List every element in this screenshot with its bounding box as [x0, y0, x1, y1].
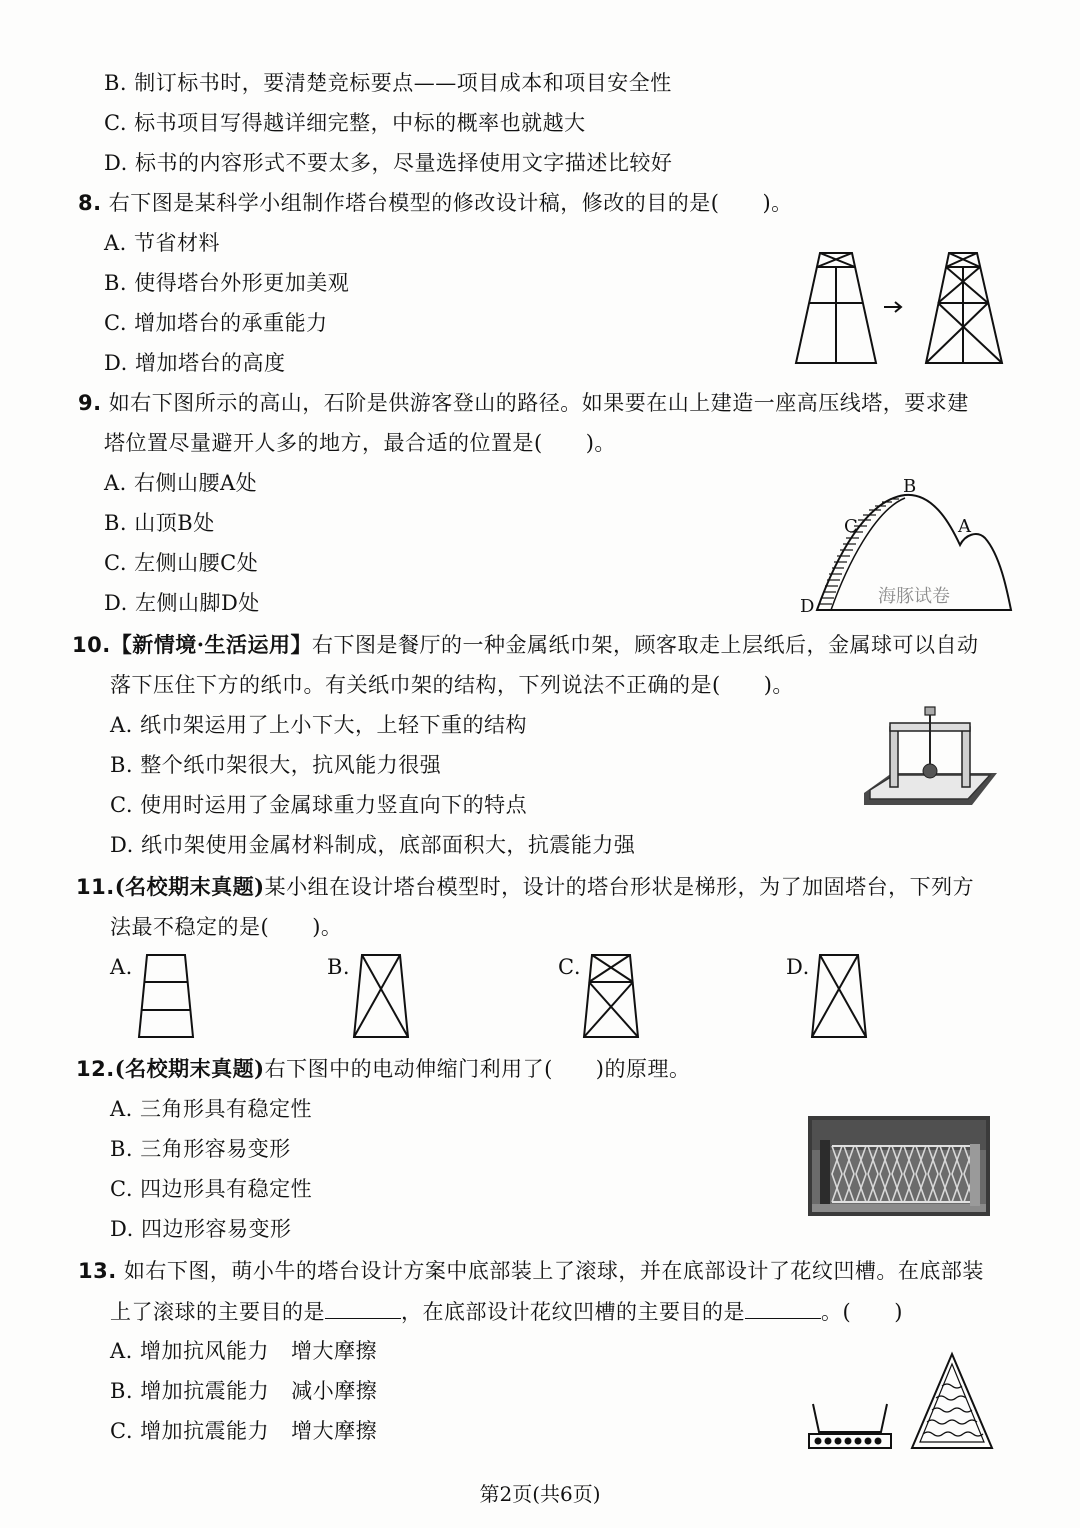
q13-blank-1[interactable]: [325, 1296, 401, 1319]
q8-option-a: A. 节省材料: [104, 231, 221, 255]
q9-label-d: D: [800, 596, 815, 617]
q11-figure-d: [808, 952, 872, 1040]
q11-stem-line1: [76, 872, 974, 902]
q13-option-c-second: 增大摩擦: [291, 1419, 378, 1443]
q11-choice-a-label: A.: [110, 955, 133, 979]
q10-option-d: D. 纸巾架使用金属材料制成，底部面积大，抗震能力强: [110, 833, 636, 857]
q9-label-a: A: [958, 516, 971, 537]
q13-option-b: [110, 1376, 377, 1406]
q13-tower-base-figure: [805, 1352, 895, 1452]
q13-option-a-first: A. 增加抗风能力: [110, 1339, 270, 1363]
q13-number: 13.: [78, 1259, 117, 1283]
q8-option-b: B. 使得塔台外形更加美观: [104, 271, 350, 295]
q9-option-a: A. 右侧山腰A处: [104, 471, 258, 495]
q9-label-c: C: [844, 516, 858, 537]
q11-stem-text1: 某小组在设计塔台模型时，设计的塔台形状是梯形，为了加固塔台，下列方: [264, 875, 975, 899]
q7-option-c: C. 标书项目写得越详细完整，中标的概率也就越大: [104, 111, 586, 135]
q13-option-b-second: 减小摩擦: [291, 1379, 378, 1403]
q10-number: 10.: [72, 633, 111, 657]
q8-number: 8.: [78, 191, 102, 215]
q12-option-c: C. 四边形具有稳定性: [110, 1177, 313, 1201]
q8-stem-text: 右下图是某科学小组制作塔台模型的修改设计稿，修改的目的是( )。: [108, 191, 793, 215]
q13-stem-line2: [110, 1296, 903, 1327]
q12-option-d: D. 四边形容易变形: [110, 1217, 292, 1241]
q13-stem-part-c: 。( ): [821, 1300, 903, 1324]
q11-figure-c: [580, 952, 644, 1040]
q11-choice-c-label: C.: [558, 955, 581, 979]
q12-option-b: B. 三角形容易变形: [110, 1137, 291, 1161]
q11-stem-line2: 法最不稳定的是( )。: [110, 915, 343, 939]
q9-stem-line2: 塔位置尽量避开人多的地方，最合适的位置是( )。: [104, 431, 616, 455]
q11-number: 11.: [76, 875, 115, 899]
q10-option-b: B. 整个纸巾架很大，抗风能力很强: [110, 753, 442, 777]
q9-option-d: D. 左侧山脚D处: [104, 591, 260, 615]
q10-stem-text1: 右下图是餐厅的一种金属纸巾架，顾客取走上层纸后，金属球可以自动: [312, 633, 979, 657]
q10-tag: 【新情境·生活运用】: [110, 632, 313, 657]
q9-option-b: B. 山顶B处: [104, 511, 215, 535]
q13-option-c: [110, 1416, 377, 1446]
q12-stem: [76, 1054, 690, 1084]
q10-napkin-holder-figure: [862, 705, 1002, 810]
q9-label-b: B: [903, 476, 917, 497]
q13-stem-text1: 如右下图，萌小牛的塔台设计方案中底部装上了滚球，并在底部设计了花纹凹槽。在底部装: [123, 1259, 984, 1283]
q10-option-c: C. 使用时运用了金属球重力竖直向下的特点: [110, 793, 528, 817]
q8-option-d: D. 增加塔台的高度: [104, 351, 286, 375]
watermark: 海豚试卷: [878, 586, 950, 607]
q13-option-a-second: 增大摩擦: [291, 1339, 378, 1363]
q10-stem-line2: 落下压住下方的纸巾。有关纸巾架的结构，下列说法不正确的是( )。: [110, 673, 794, 697]
q9-option-c: C. 左侧山腰C处: [104, 551, 259, 575]
q12-option-a: A. 三角形具有稳定性: [110, 1097, 313, 1121]
q13-stem-part-a: 上了滚球的主要目的是: [110, 1300, 325, 1324]
q8-stem: [78, 188, 793, 218]
q12-tag: (名校期末真题): [114, 1056, 265, 1081]
q7-option-d: D. 标书的内容形式不要太多，尽量选择使用文字描述比较好: [104, 151, 673, 175]
q13-option-b-first: B. 增加抗震能力: [110, 1379, 270, 1403]
page-footer: 第2页(共6页): [479, 1482, 601, 1506]
q13-tower-groove-figure: [908, 1352, 998, 1452]
q10-option-a: A. 纸巾架运用了上小下大，上轻下重的结构: [110, 713, 528, 737]
q11-choice-b-label: B.: [327, 955, 351, 979]
q8-tower-figure: [790, 245, 1020, 370]
q11-tag: (名校期末真题): [114, 874, 265, 899]
q11-choice-d-label: D.: [786, 955, 810, 979]
q8-option-c: C. 增加塔台的承重能力: [104, 311, 328, 335]
q13-option-a: [110, 1336, 377, 1366]
q13-stem-part-b: ，在底部设计花纹凹槽的主要目的是: [401, 1300, 745, 1324]
q12-number: 12.: [76, 1057, 115, 1081]
q7-option-b: B. 制订标书时，要清楚竞标要点——项目成本和项目安全性: [104, 71, 672, 95]
q13-option-c-first: C. 增加抗震能力: [110, 1419, 270, 1443]
q9-stem-text1: 如右下图所示的高山，石阶是供游客登山的路径。如果要在山上建造一座高压线塔，要求建: [108, 391, 969, 415]
q9-number: 9.: [78, 391, 102, 415]
q10-stem-line1: [72, 630, 979, 660]
q12-stem-text: 右下图中的电动伸缩门利用了( )的原理。: [264, 1057, 691, 1081]
q11-figure-b: [350, 952, 414, 1040]
q11-figure-a: [135, 952, 199, 1040]
q13-blank-2[interactable]: [745, 1296, 821, 1319]
q13-stem-line1: [78, 1256, 984, 1286]
q12-gate-photo: [808, 1116, 990, 1216]
q9-stem-line1: [78, 388, 969, 418]
